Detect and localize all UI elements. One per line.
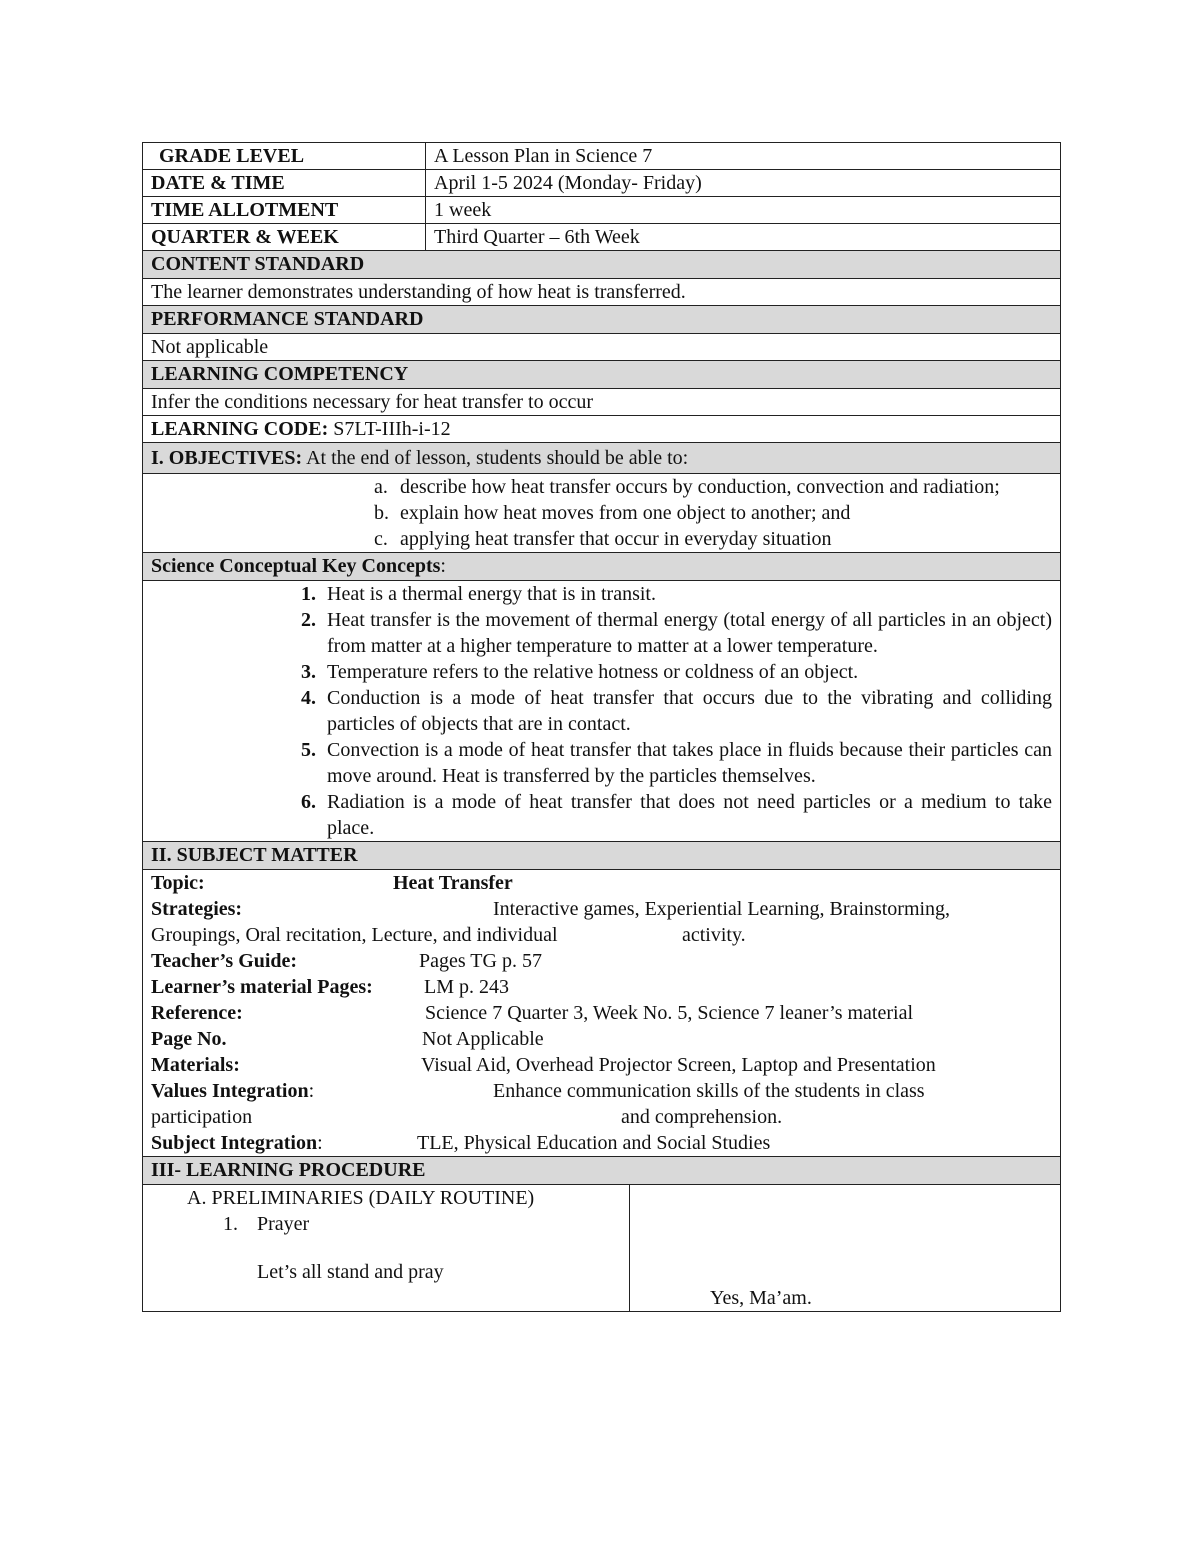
strategies-value-line2: Groupings, Oral recitation, Lecture, and individual: [151, 924, 558, 946]
values-integration-label: Values Integration: [151, 1080, 309, 1102]
list-marker: a.: [374, 476, 388, 498]
subject-integration-row: [151, 1130, 1052, 1156]
page-no-label: Page No.: [151, 1028, 227, 1050]
concept-text: Radiation is a mode of heat transfer that does not need particles or a medium to take place.: [327, 791, 1052, 839]
learning-code-cell: [143, 416, 1061, 443]
objectives-heading: [143, 443, 1061, 474]
teachers-guide-label: Teacher’s Guide:: [151, 950, 298, 972]
list-marker: 2.: [301, 609, 316, 631]
page-no-value: Not Applicable: [422, 1028, 544, 1050]
lesson-plan-table: [142, 142, 1061, 1312]
subject-integration-label: Subject Integration: [151, 1132, 318, 1154]
subject-matter-heading: II. SUBJECT MATTER: [143, 842, 1061, 870]
list-item: [291, 685, 1052, 737]
date-time-label: DATE & TIME: [143, 170, 426, 197]
list-item: [291, 737, 1052, 789]
objectives-list: [151, 474, 1052, 552]
list-item: [187, 1211, 621, 1237]
procedure-row: [143, 1185, 1061, 1312]
objective-text: explain how heat moves from one object to another; and: [400, 502, 851, 524]
key-concepts-list-cell: [143, 581, 1061, 842]
content-standard-text: The learner demonstrates understanding of how heat is transferred.: [143, 279, 1061, 306]
objectives-list-cell: [143, 474, 1061, 553]
values-integration-row: [151, 1078, 1052, 1104]
subject-integration-value: TLE, Physical Education and Social Studies: [417, 1132, 771, 1154]
learning-code-value: S7LT-IIIh-i-12: [333, 418, 451, 440]
date-time-value: April 1-5 2024 (Monday- Friday): [426, 170, 1061, 197]
list-marker: 5.: [301, 739, 316, 761]
list-marker: 1.: [223, 1213, 238, 1235]
reference-label: Reference:: [151, 1002, 243, 1024]
learners-material-value: LM p. 243: [424, 976, 509, 998]
concept-text: Conduction is a mode of heat transfer that occurs due to the vibrating and colliding particles of objects that are in contact.: [327, 687, 1052, 735]
learners-material-label: Learner’s material Pages:: [151, 976, 373, 998]
time-allotment-value: 1 week: [426, 197, 1061, 224]
learners-material-row: [151, 974, 1052, 1000]
key-concepts-list: [151, 581, 1052, 841]
learning-competency-heading: LEARNING COMPETENCY: [143, 361, 1061, 389]
learning-competency-text: Infer the conditions necessary for heat transfer to occur: [143, 389, 1061, 416]
concept-text: Heat is a thermal energy that is in transit.: [327, 583, 656, 605]
list-item: [291, 659, 1052, 685]
objectives-label: I. OBJECTIVES:: [151, 447, 303, 469]
list-marker: b.: [374, 502, 389, 524]
list-marker: 4.: [301, 687, 316, 709]
materials-label: Materials:: [151, 1054, 240, 1076]
list-item: [291, 581, 1052, 607]
topic-row: [151, 870, 1052, 896]
key-concepts-colon: :: [440, 555, 446, 577]
materials-row: [151, 1052, 1052, 1078]
topic-value: Heat Transfer: [393, 872, 513, 894]
content-standard-heading: CONTENT STANDARD: [143, 251, 1061, 279]
objective-text: applying heat transfer that occur in everyday situation: [400, 528, 832, 550]
quarter-week-value: Third Quarter – 6th Week: [426, 224, 1061, 251]
teacher-prompt: Let’s all stand and pray: [257, 1261, 444, 1283]
subject-integration-label-wrap: [151, 1130, 417, 1156]
concept-text: Heat transfer is the movement of thermal energy (total energy of all particles in an object) from matter at a higher temperature to matter at a lower temperature.: [327, 609, 1052, 657]
key-concepts-heading: [143, 553, 1061, 581]
performance-standard-heading: PERFORMANCE STANDARD: [143, 306, 1061, 334]
list-item: [291, 789, 1052, 841]
values-integration-row-2: [151, 1104, 1052, 1130]
strategies-row: [151, 896, 1052, 922]
list-item: [364, 474, 1052, 500]
page-no-row: [151, 1026, 1052, 1052]
key-concepts-label: Science Conceptual Key Concepts: [151, 555, 441, 577]
time-allotment-label: TIME ALLOTMENT: [143, 197, 426, 224]
preliminaries-heading: A. PRELIMINARIES (DAILY ROUTINE): [187, 1187, 535, 1209]
reference-row: [151, 1000, 1052, 1026]
teacher-activity-cell: [143, 1185, 630, 1312]
teachers-guide-row: [151, 948, 1052, 974]
concept-text: Temperature refers to the relative hotness or coldness of an object.: [327, 661, 859, 683]
list-marker: 1.: [301, 583, 316, 605]
objectives-intro: At the end of lesson, students should be able to:: [306, 447, 689, 469]
prayer-step: Prayer: [257, 1213, 310, 1235]
strategies-value-line1: Interactive games, Experiential Learning, Brainstorming,: [493, 898, 951, 920]
list-item: [364, 526, 1052, 552]
objective-text: describe how heat transfer occurs by conduction, convection and radiation;: [400, 476, 1000, 498]
values-integration-value-line1: Enhance communication skills of the students in class: [493, 1080, 925, 1102]
subject-integration-colon: :: [317, 1132, 323, 1154]
subject-matter-cell: [143, 870, 1061, 1157]
header-row-quarter-week: [143, 224, 1061, 251]
values-integration-value-line2: participation: [151, 1106, 253, 1128]
list-item: [364, 500, 1052, 526]
materials-value: Visual Aid, Overhead Projector Screen, Laptop and Presentation: [421, 1054, 936, 1076]
performance-standard-text: Not applicable: [143, 334, 1061, 361]
teachers-guide-value: Pages TG p. 57: [419, 950, 542, 972]
student-response: Yes, Ma’am.: [710, 1287, 812, 1309]
list-item: [291, 607, 1052, 659]
header-row-date-time: [143, 170, 1061, 197]
grade-level-label: GRADE LEVEL: [143, 143, 426, 170]
reference-value: Science 7 Quarter 3, Week No. 5, Science 7 leaner’s material: [425, 1002, 914, 1024]
values-integration-label-wrap: [151, 1078, 493, 1104]
grade-level-value: A Lesson Plan in Science 7: [426, 143, 1061, 170]
concept-text: Convection is a mode of heat transfer that takes place in fluids because their particles can move around. Heat is transferred by the particles themselves.: [327, 739, 1052, 787]
topic-label: Topic:: [151, 872, 205, 894]
list-marker: 3.: [301, 661, 316, 683]
header-row-time-allotment: [143, 197, 1061, 224]
values-integration-colon: :: [308, 1080, 315, 1102]
student-activity-cell: [630, 1185, 1061, 1312]
lesson-plan-document: [142, 142, 1060, 1312]
learning-code-label: LEARNING CODE:: [151, 418, 329, 440]
list-marker: 6.: [301, 791, 316, 813]
header-row-grade-level: [143, 143, 1061, 170]
strategies-label: Strategies:: [151, 898, 243, 920]
list-marker: c.: [374, 528, 388, 550]
quarter-week-label: QUARTER & WEEK: [143, 224, 426, 251]
learning-procedure-heading: III- LEARNING PROCEDURE: [143, 1157, 1061, 1185]
strategies-value-line3: activity.: [682, 924, 746, 946]
values-integration-value-line3: and comprehension.: [621, 1106, 783, 1128]
strategies-row-2: [151, 922, 1052, 948]
